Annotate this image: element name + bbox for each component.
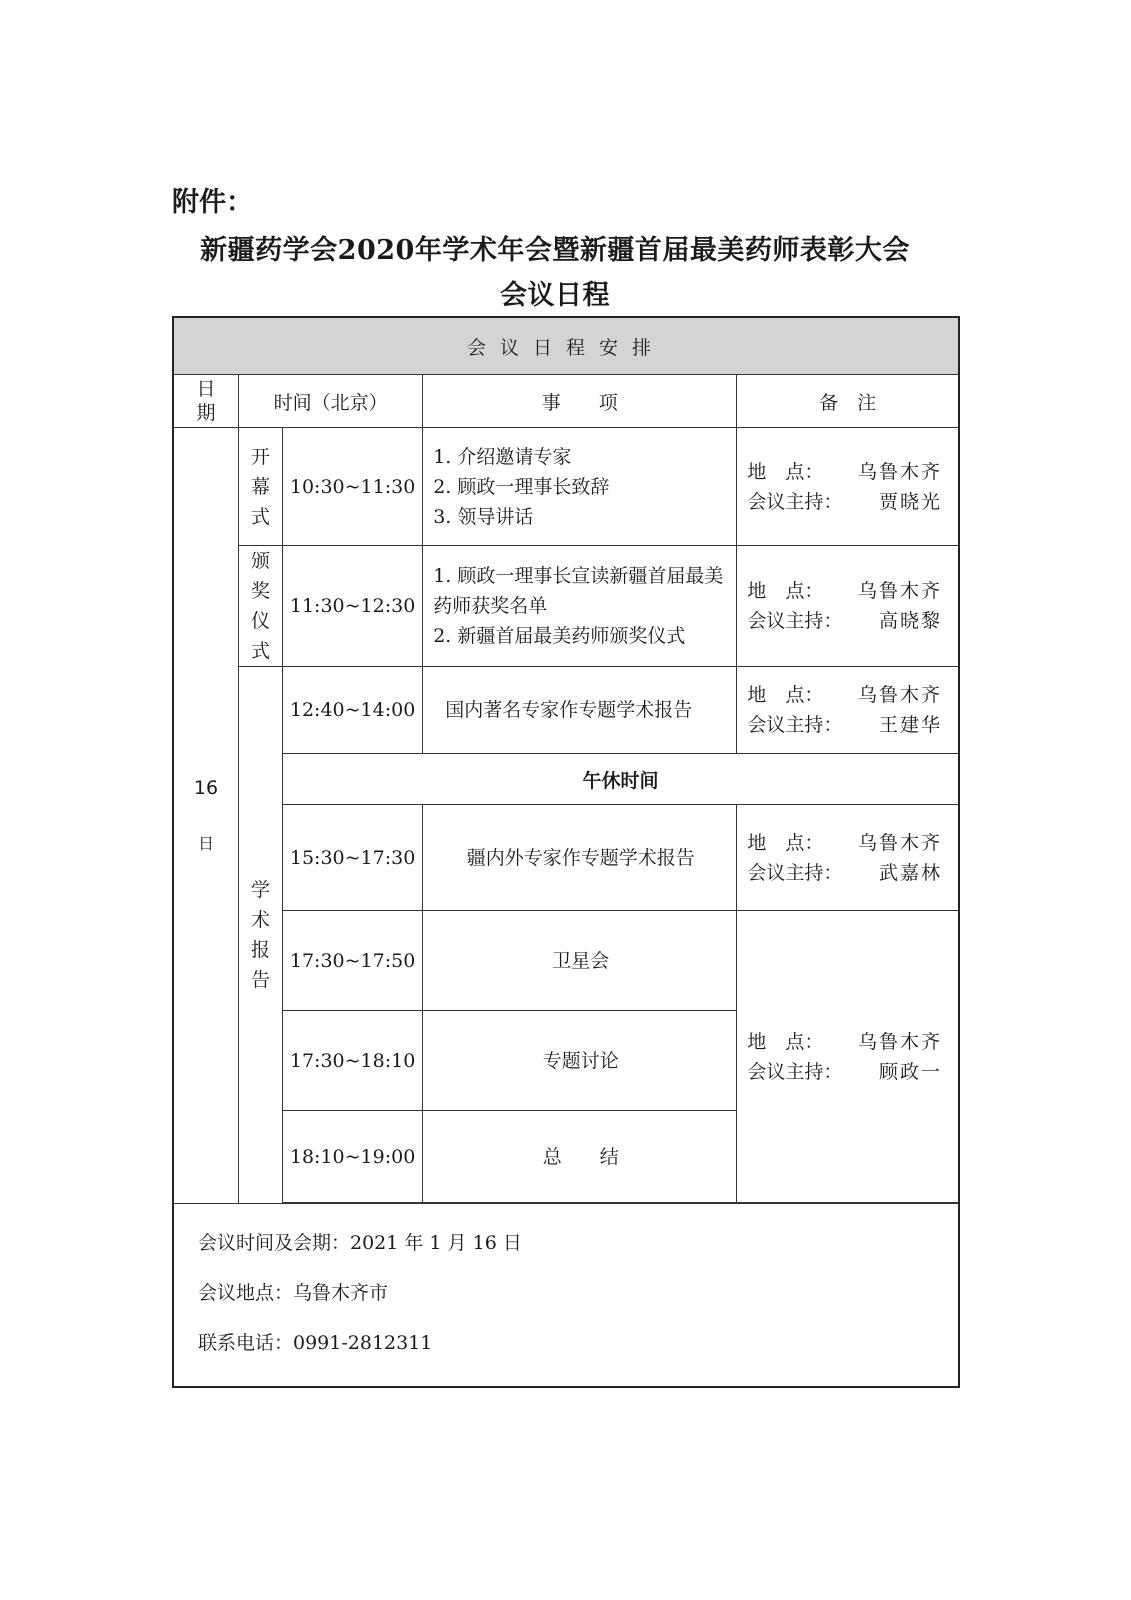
header-date: 日期 (173, 375, 238, 428)
agenda-line: 1. 顾政一理事长宣读新疆首届最美药师获奖名单 (433, 565, 724, 617)
location-value: 乌鲁木齐 (857, 831, 942, 854)
location-value: 乌鲁木齐 (857, 460, 942, 483)
agenda-line: 国内著名专家作专题学术报告 (445, 699, 693, 721)
section-award: 颁奖仪式 (238, 546, 282, 667)
note-cell (737, 911, 959, 1203)
location-label: 地 点： (747, 580, 824, 602)
schedule-table (172, 316, 960, 1388)
agenda-line: 卫星会 (552, 949, 610, 972)
location-value: 乌鲁木齐 (857, 684, 942, 706)
footer-info (173, 1204, 959, 1388)
footer-phone: 联系电话：0991-2812311 (198, 1332, 433, 1354)
date-day: 16 (193, 777, 219, 799)
location-value: 乌鲁木齐 (857, 580, 942, 602)
host-label: 会议主持： (747, 714, 843, 736)
header-item: 事 项 (423, 375, 737, 428)
time-slot: 12:40~14:00 (282, 667, 422, 754)
agenda-line: 2. 新疆首届最美药师颁奖仪式 (433, 625, 686, 647)
host-label: 会议主持： (747, 490, 843, 513)
host-value: 武嘉林 (878, 861, 942, 884)
document-subtitle: 会议日程 (500, 280, 610, 311)
time-slot: 15:30~17:30 (282, 805, 422, 911)
date-cell (173, 428, 238, 1204)
time-slot: 17:30~17:50 (282, 911, 422, 1011)
agenda-line: 2. 顾政一理事长致辞 (433, 475, 610, 498)
agenda-line: 疆内外专家作专题学术报告 (466, 846, 695, 869)
agenda-item (423, 805, 737, 911)
host-label: 会议主持： (747, 610, 843, 632)
host-value: 王建华 (878, 714, 942, 736)
agenda-item (423, 911, 737, 1011)
table-banner: 会议日程安排 (173, 317, 959, 375)
agenda-line: 3. 领导讲话 (433, 505, 534, 528)
note-cell (737, 428, 959, 546)
host-label: 会议主持： (747, 1060, 843, 1083)
header-note: 备 注 (737, 375, 959, 428)
time-slot: 17:30~18:10 (282, 1011, 422, 1111)
footer-date: 会议时间及会期：2021 年 1 月 16 日 (198, 1232, 522, 1254)
agenda-line: 专题讨论 (542, 1049, 619, 1072)
header-time: 时间（北京） (238, 375, 422, 428)
footer-place: 会议地点：乌鲁木齐市 (198, 1282, 389, 1304)
document-title: 新疆药学会2020年学术年会暨新疆首届最美药师表彰大会 (200, 235, 910, 266)
agenda-line: 1. 介绍邀请专家 (433, 445, 572, 468)
location-label: 地 点： (747, 1030, 824, 1053)
date-unit: 日 (197, 834, 214, 853)
note-cell (737, 546, 959, 667)
lunch-break: 午休时间 (282, 754, 959, 805)
agenda-item (423, 1011, 737, 1111)
note-cell (737, 667, 959, 754)
agenda-item (423, 546, 737, 667)
location-label: 地 点： (747, 831, 824, 854)
time-slot: 11:30~12:30 (282, 546, 422, 667)
agenda-item (423, 667, 737, 754)
attachment-label: 附件： (172, 187, 253, 218)
host-value: 顾政一 (878, 1060, 942, 1083)
section-opening: 开幕式 (238, 428, 282, 546)
section-academic: 学术报告 (238, 667, 282, 1204)
location-label: 地 点： (747, 460, 824, 483)
agenda-item (423, 428, 737, 546)
location-label: 地 点： (747, 684, 824, 706)
agenda-line: 总 结 (542, 1145, 619, 1168)
host-label: 会议主持： (747, 861, 843, 884)
note-cell (737, 805, 959, 911)
agenda-item (423, 1111, 737, 1203)
host-value: 贾晓光 (878, 490, 942, 513)
time-slot: 10:30~11:30 (282, 428, 422, 546)
host-value: 高晓黎 (878, 610, 942, 632)
location-value: 乌鲁木齐 (857, 1030, 942, 1053)
time-slot: 18:10~19:00 (282, 1111, 422, 1203)
